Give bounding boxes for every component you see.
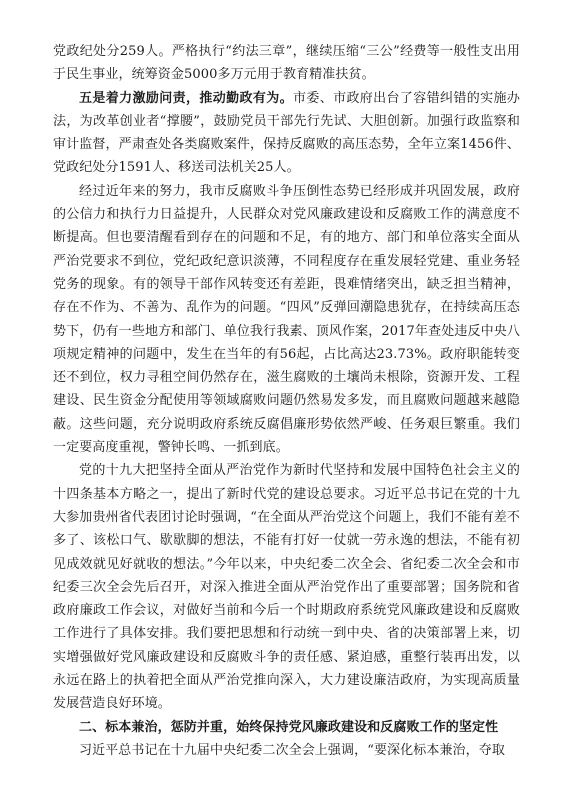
- paragraph-xi-speech: [53, 739, 520, 762]
- paragraph-nineteenth-congress: [53, 459, 520, 715]
- paragraph-text: 市委、市政府出台了容错纠错的实施办法，为改革创业者“撑腰”，鼓励党员干部先行先试、大胆创新。加强行政监察和审计监督，严肃查处各类腐败案件，保持反腐败的高压态势，全年立案1456件、党政纪处分1591人、移送司法机关25人。: [53, 90, 520, 176]
- paragraph-lead-heading: 五是着力激励问责，推动勤政有为。: [79, 90, 293, 106]
- paragraph-problems-assessment: [53, 180, 520, 460]
- paragraph-disciplinary-sanctions: [53, 40, 520, 87]
- paragraph-text: 党的十九大把坚持全面从严治党作为新时代坚持和发展中国特色社会主义的十四条基本方略之一，提出了新时代党的建设总要求。习近平总书记在党的十九大参加贵州省代表团讨论时强调，“在全面从严治党这个问题上，我们不能有差不多了、该松口气、歇歇脚的想法，不能有打好一仗就一劳永逸的想法，不能有初见成效就见好就收的想法。”今年以来，中央纪委二次全会、省纪委二次全会和市纪委三次全会先后召开，对深入推进全面从严治党作出了重要部署；国务院和省政府廉政工作会议，对做好当前和今后一个时期政府系统党风廉政建设和反腐败工作进行了具体安排。我们要把思想和行动统一到中央、省的决策部署上来，切实增强做好党风廉政建设和反腐败斗争的责任感、紧迫感，重整行装再出发，以永远在路上的执着把全面从严治党推向深入，大力建设廉洁政府，为实现高质量发展营造良好环境。: [53, 463, 520, 712]
- section-heading-text: 二、标本兼治，惩防并重，始终保持党风廉政建设和反腐败工作的坚定性: [79, 719, 499, 735]
- paragraph-text: 习近平总书记在十九届中央纪委二次全会上强调，“要深化标本兼治，夺取: [79, 742, 505, 758]
- document-body: [53, 40, 520, 762]
- section-heading-two: [53, 716, 520, 739]
- paragraph-text: 经过近年来的努力，我市反腐败斗争压倒性态势已经形成并巩固发展，政府的公信力和执行力日益提升，人民群众对党风廉政建设和反腐败工作的满意度不断提高。但也要清醒看到存在的问题和不足，有的地方、部门和单位落实全面从严治党要求不到位，党纪政纪意识淡薄，不同程度存在重发展轻党建、重业务轻党务的现象。有的领导干部作风转变还有差距，畏难情绪突出，缺乏担当精神，存在不作为、不善为、乱作为的问题。“四风”反弹回潮隐患犹存，在持续高压态势下，仍有一些地方和部门、单位我行我素、顶风作案，2017年查处违反中央八项规定精神的问题中，发生在当年的有56起，占比高达23.73%。政府职能转变还不到位，权力寻租空间仍然存在，滋生腐败的土壤尚未根除，资源开发、工程建设、民生资金分配使用等领域腐败问题仍然易发多发，而且腐败问题越来越隐蔽。这些问题，充分说明政府系统反腐倡廉形势依然严峻、任务艰巨繁重。我们一定要高度重视，警钟长鸣、一抓到底。: [53, 183, 520, 456]
- paragraph-accountability: [53, 87, 520, 180]
- paragraph-text: 党政纪处分259人。严格执行“约法三章”，继续压缩“三公”经费等一般性支出用于民生事业，统筹资金5000多万元用于教育精准扶贫。: [53, 44, 520, 83]
